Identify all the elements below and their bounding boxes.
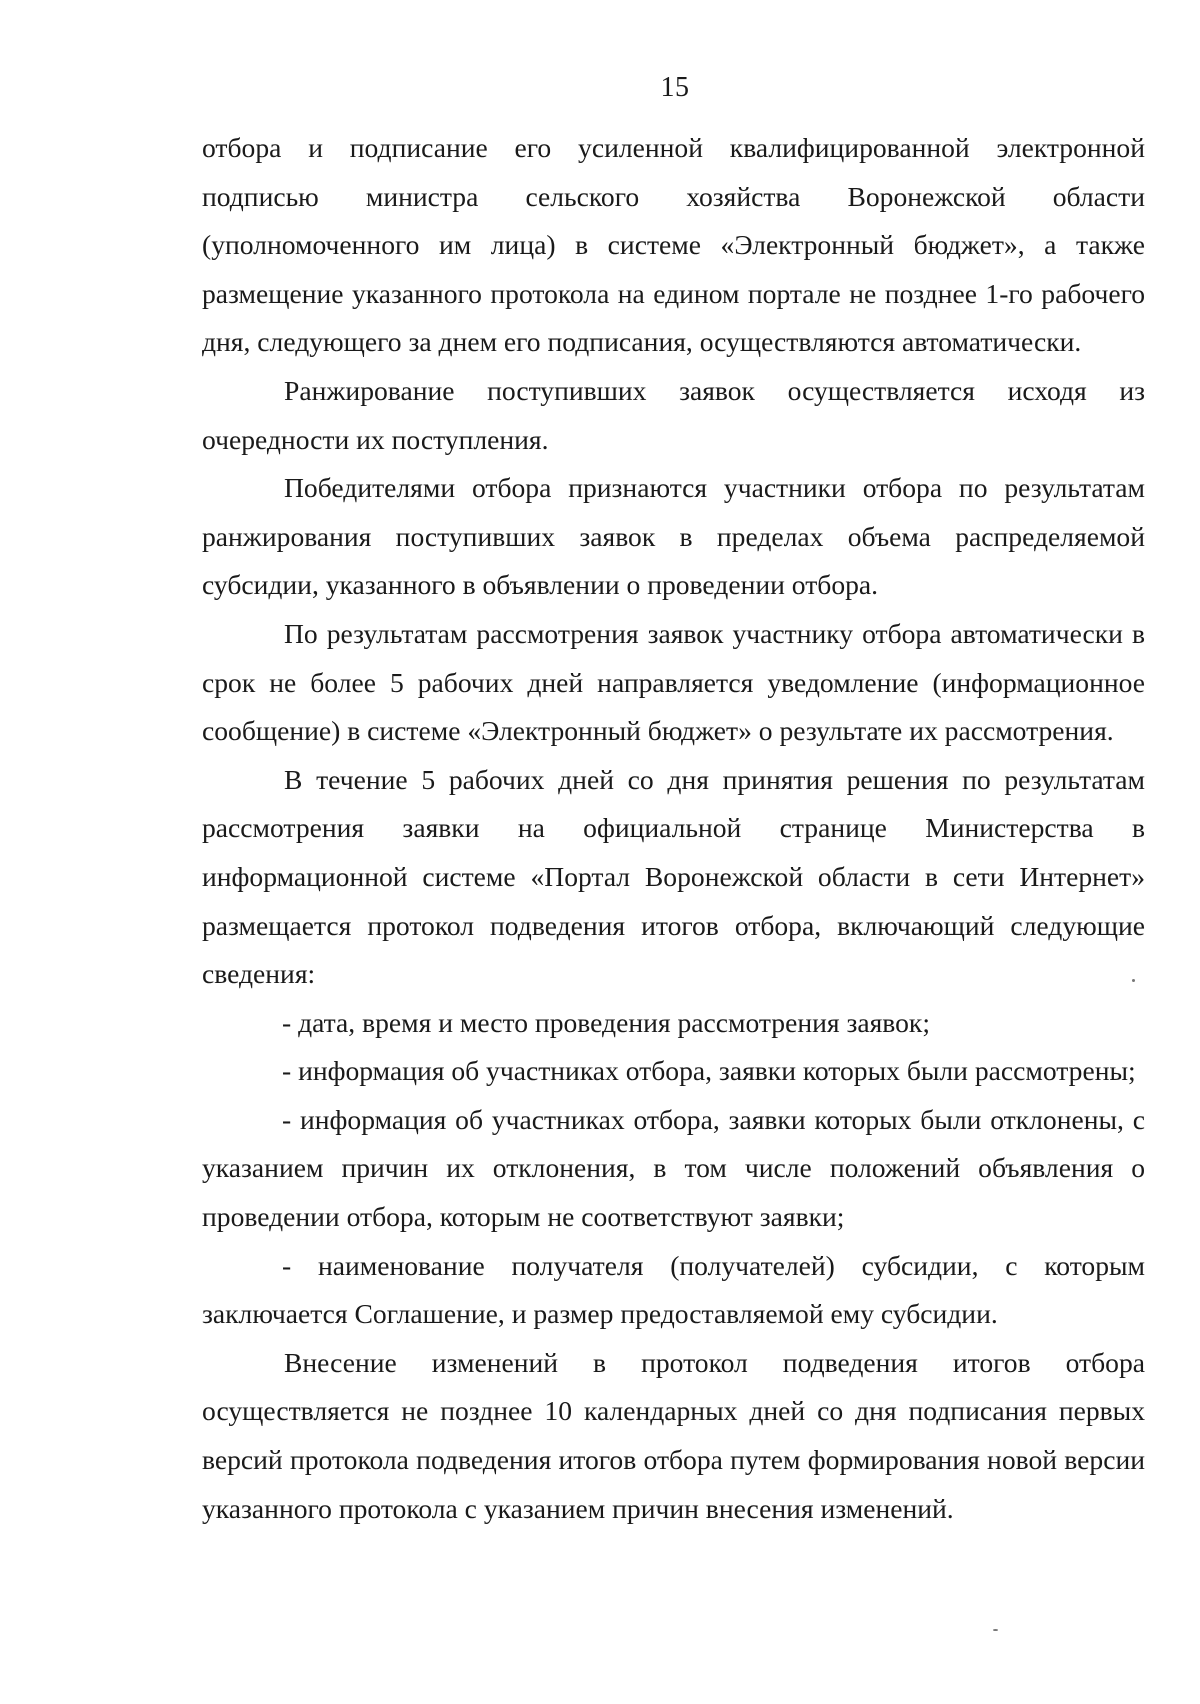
list-item-considered-participants: - информация об участниках отбора, заявки которых были рассмотрены; (282, 1055, 1136, 1087)
paragraph-notification: По результатам рассмотрения заявок участнику отбора автоматически в срок не более 5 рабочих дней направляется уведомление (информационное сообщение) в системе «Электронный бюджет» о результате их рассмотрения. (202, 617, 1145, 747)
paragraph-protocol-amendments: Внесение изменений в протокол подведения итогов отбора осуществляется не позднее 10 календарных дней со дня подписания первых версий протокола подведения итогов отбора путем формирования новой версии указанного протокола с указанием причин внесения изменений. (202, 1346, 1145, 1524)
list-item-recipient: - наименование получателя (получателей) субсидии, с которым заключается Соглашение, и размер предоставляемой ему субсидии. (202, 1249, 1145, 1330)
scan-speck (1132, 979, 1135, 982)
paragraph-winners: Победителями отбора признаются участники отбора по результатам ранжирования поступивших заявок в пределах объема распределяемой субсидии, указанного в объявлении о проведении отбора. (202, 472, 1145, 601)
paragraph-ranking: Ранжирование поступивших заявок осуществляется исходя из очередности их поступления. (202, 374, 1145, 455)
page-number: 15 (660, 72, 690, 103)
list-item-rejected-participants: - информация об участниках отбора, заявки которых были отклонены, с указанием причин их отклонения, в том числе положений объявления о проведении отбора, которым не соответствуют заявки; (202, 1103, 1145, 1233)
scan-speck (993, 1629, 998, 1631)
paragraph-protocol-publication: В течение 5 рабочих дней со дня принятия решения по результатам рассмотрения заявки на официальной странице Министерства в информационной системе «Портал Воронежской области в сети Интернет» размещается протокол подведения итогов отбора, включающий следующие сведения: (202, 763, 1145, 990)
paragraph-continuation: отбора и подписание его усиленной квалифицированной электронной подписью министра сельского хозяйства Воронежской области (уполномоченного им лица) в системе «Электронный бюджет», а также размещение указанного протокола на едином портале не позднее 1-го рабочего дня, следующего за днем его подписания, осуществляются автоматически. (202, 132, 1145, 358)
list-item-date-time-place: - дата, время и место проведения рассмотрения заявок; (282, 1006, 930, 1038)
body-text (202, 124, 1145, 1533)
